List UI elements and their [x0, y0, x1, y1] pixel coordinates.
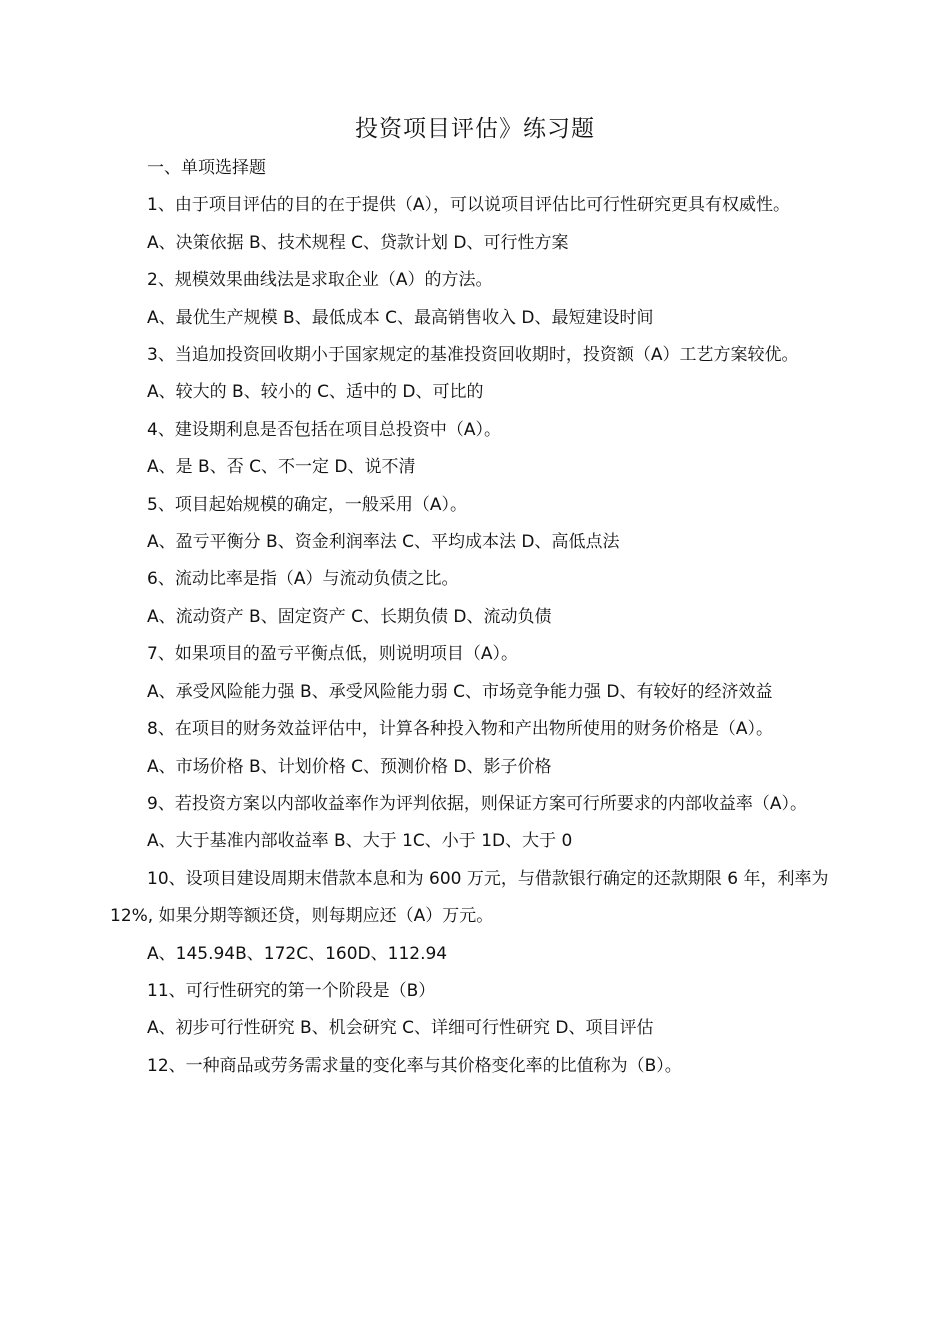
question-5: 5、项目起始规模的确定，一般采用（A）。 [147, 494, 467, 515]
question-4-options: A、是 B、否 C、不一定 D、说不清 [147, 457, 416, 478]
question-3: 3、当追加投资回收期小于国家规定的基准投资回收期时，投资额（A）工艺方案较优。 [147, 345, 799, 366]
question-10-options: A、145.94B、172C、160D、112.94 [147, 943, 448, 964]
question-1-options: A、决策依据 B、技术规程 C、贷款计划 D、可行性方案 [147, 232, 569, 253]
question-2: 2、规模效果曲线法是求取企业（A）的方法。 [147, 270, 493, 291]
question-7-options: A、承受风险能力强 B、承受风险能力弱 C、市场竞争能力强 D、有较好的经济效益 [147, 681, 773, 702]
question-1: 1、由于项目评估的目的在于提供（A），可以说项目评估比可行性研究更具有权威性。 [147, 195, 790, 216]
question-3-options: A、较大的 B、较小的 C、适中的 D、可比的 [147, 382, 484, 403]
question-6-options: A、流动资产 B、固定资产 C、长期负债 D、流动负债 [147, 606, 552, 627]
question-9: 9、若投资方案以内部收益率作为评判依据，则保证方案可行所要求的内部收益率（A）。 [147, 793, 807, 814]
question-12: 12、一种商品或劳务需求量的变化率与其价格变化率的比值称为（B）。 [147, 1055, 682, 1076]
question-5-options: A、盈亏平衡分 B、资金利润率法 C、平均成本法 D、高低点法 [147, 532, 620, 553]
question-4: 4、建设期利息是否包括在项目总投资中（A）。 [147, 419, 501, 440]
question-8: 8、在项目的财务效益评估中，计算各种投入物和产出物所使用的财务价格是（A）。 [147, 719, 773, 740]
question-8-options: A、市场价格 B、计划价格 C、预测价格 D、影子价格 [147, 756, 552, 777]
question-11-options: A、初步可行性研究 B、机会研究 C、详细可行性研究 D、项目评估 [147, 1018, 654, 1039]
document-body [110, 150, 850, 1085]
document-title: 投资项目评估》练习题 [355, 116, 595, 142]
question-9-options: A、大于基准内部收益率 B、大于 1C、小于 1D、大于 0 [147, 831, 573, 852]
question-7: 7、如果项目的盈亏平衡点低，则说明项目（A）。 [147, 644, 518, 665]
question-6: 6、流动比率是指（A）与流动负债之比。 [147, 569, 459, 590]
section-heading: 一、单项选择题 [147, 158, 266, 178]
question-10: 10、设项目建设周期末借款本息和为 600 万元，与借款银行确定的还款期限 6 年，利率为 12%, 如果分期等额还贷，则每期应还（A）万元。 [110, 868, 829, 927]
question-2-options: A、最优生产规模 B、最低成本 C、最高销售收入 D、最短建设时间 [147, 307, 654, 328]
question-11: 11、可行性研究的第一个阶段是（B） [147, 980, 436, 1001]
